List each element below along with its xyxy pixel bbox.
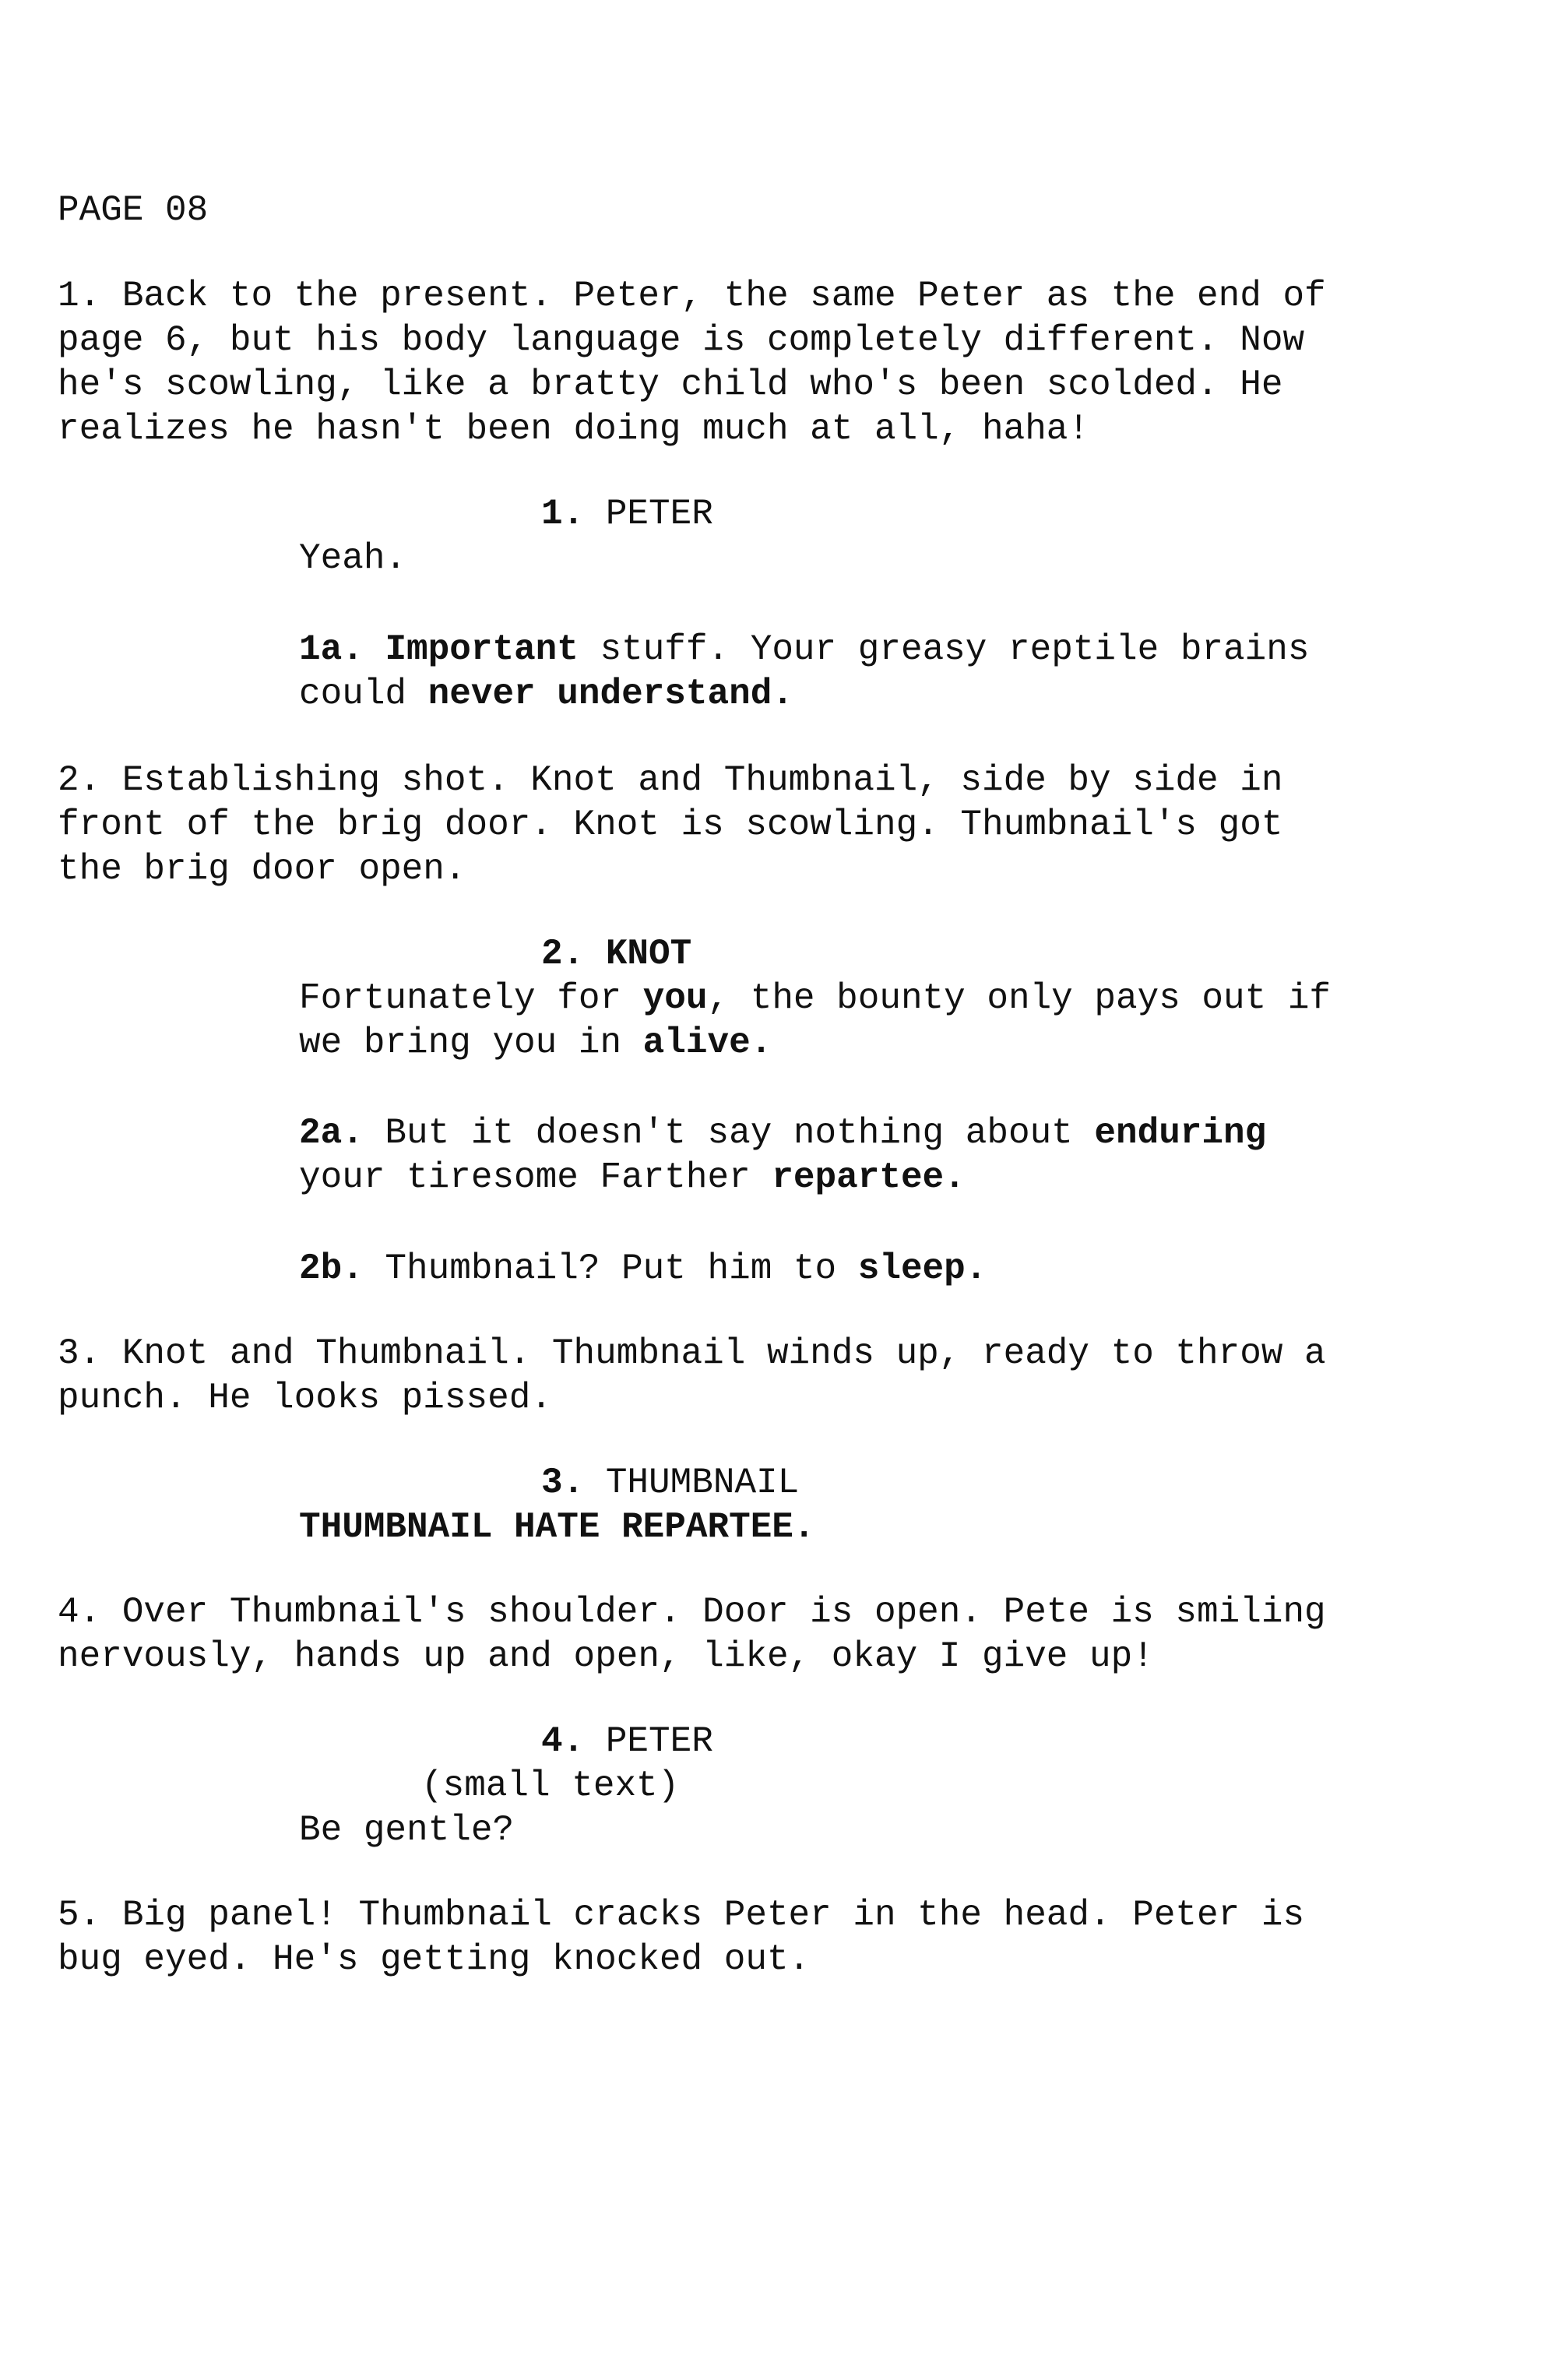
speaker-cue bbox=[541, 1461, 799, 1505]
description-line: 1. Back to the present. Peter, the same Peter as the end of bbox=[58, 276, 1326, 316]
emphasis: never understand. bbox=[427, 674, 793, 714]
speaker-name: PETER bbox=[605, 1721, 713, 1762]
description-line: he's scowling, like a bratty child who's been scolded. He bbox=[58, 364, 1283, 405]
balloon-number: 2b. bbox=[299, 1248, 364, 1289]
speaker-name: PETER bbox=[605, 494, 713, 534]
balloon-number: 1. bbox=[541, 494, 585, 534]
balloon-number: 2a. bbox=[299, 1113, 364, 1153]
parenthetical: (small text) bbox=[421, 1766, 680, 1806]
speaker-name: KNOT bbox=[605, 934, 692, 974]
description-line: punch. He looks pissed. bbox=[58, 1378, 552, 1418]
speaker-cue bbox=[541, 932, 691, 977]
emphasis: alive. bbox=[642, 1023, 772, 1063]
dialogue-line: could never understand. bbox=[299, 674, 793, 714]
description-line: front of the brig door. Knot is scowling. Thumbnail's got bbox=[58, 804, 1283, 845]
dialogue-line: Fortunately for you, the bounty only pays out if bbox=[299, 978, 1332, 1019]
speaker-cue bbox=[541, 492, 713, 537]
dialogue-line: we bring you in alive. bbox=[299, 1023, 772, 1063]
emphasis: Important bbox=[385, 629, 579, 670]
emphasis: enduring bbox=[1094, 1113, 1267, 1153]
description-line: nervously, hands up and open, like, okay I give up! bbox=[58, 1636, 1154, 1677]
description-line: 2. Establishing shot. Knot and Thumbnail, side by side in bbox=[58, 760, 1283, 801]
speaker-name: THUMBNAIL bbox=[605, 1463, 800, 1503]
emphasis: sleep. bbox=[857, 1248, 987, 1289]
balloon-number: 1a. bbox=[299, 629, 364, 670]
speaker-cue bbox=[541, 1720, 713, 1764]
description-line: the brig door open. bbox=[58, 849, 466, 889]
description-line: bug eyed. He's getting knocked out. bbox=[58, 1939, 811, 1980]
dialogue-line: 2a. But it doesn't say nothing about enduring bbox=[299, 1113, 1267, 1153]
description-line: 3. Knot and Thumbnail. Thumbnail winds up, ready to throw a bbox=[58, 1333, 1326, 1374]
description-line: 4. Over Thumbnail's shoulder. Door is open. Pete is smiling bbox=[58, 1592, 1326, 1632]
description-line: page 6, but his body language is completely different. Now bbox=[58, 320, 1305, 361]
emphasis: you bbox=[642, 978, 708, 1019]
dialogue-line: 1a. Important stuff. Your greasy reptile brains bbox=[299, 629, 1310, 670]
description-line: 5. Big panel! Thumbnail cracks Peter in the head. Peter is bbox=[58, 1895, 1305, 1935]
balloon-number: 2. bbox=[541, 934, 585, 974]
dialogue-line: Yeah. bbox=[299, 538, 407, 579]
dialogue-line: Be gentle? bbox=[299, 1810, 515, 1850]
emphasis: repartee. bbox=[772, 1157, 966, 1198]
page-header: PAGE 08 bbox=[58, 190, 209, 231]
dialogue-line bbox=[299, 1505, 815, 1550]
balloon-number: 3. bbox=[541, 1463, 585, 1503]
balloon-number: 4. bbox=[541, 1721, 585, 1762]
description-line: realizes he hasn't been doing much at all, haha! bbox=[58, 409, 1090, 449]
dialogue-line: your tiresome Farther repartee. bbox=[299, 1157, 966, 1198]
emphasis: THUMBNAIL HATE REPARTEE. bbox=[299, 1507, 815, 1547]
dialogue-line: 2b. Thumbnail? Put him to sleep. bbox=[299, 1248, 987, 1289]
